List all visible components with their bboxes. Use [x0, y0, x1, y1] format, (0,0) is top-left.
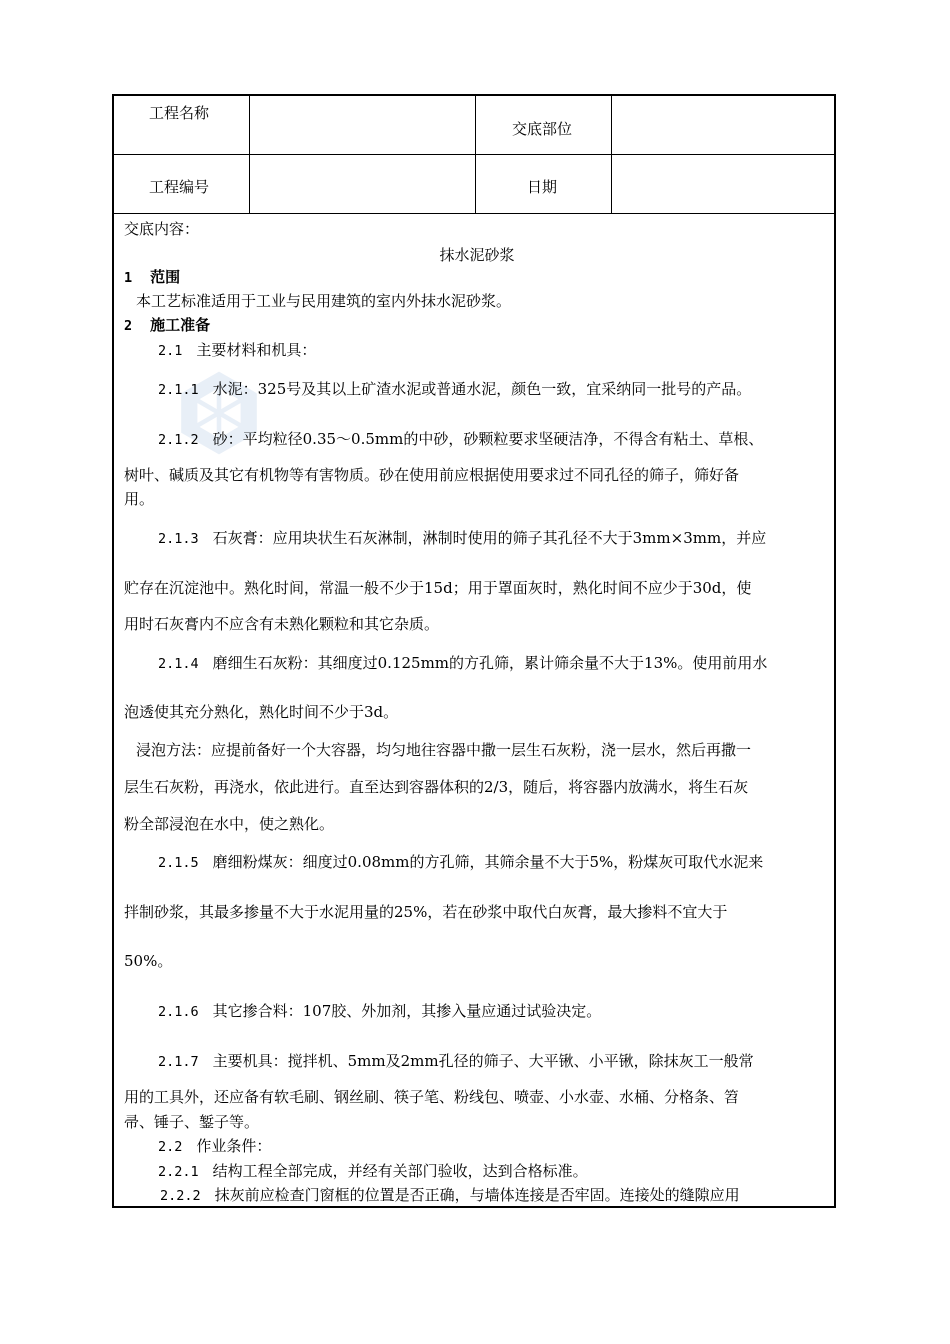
header-table — [114, 96, 834, 214]
paragraph-line: 用时石灰膏内不应含有未熟化颗粒和其它杂质。 — [124, 615, 440, 633]
clause-number: 2.1.7 — [158, 1054, 199, 1070]
clause-number: 2.1.4 — [158, 656, 199, 672]
paragraph-line: 帚、锤子、錾子等。 — [124, 1113, 260, 1131]
intro-label: 交底内容： — [124, 220, 200, 238]
paragraph-line: 用的工具外，还应备有软毛刷、钢丝刷、筷子笔、粉线包、喷壶、小水壶、水桶、分格条、笤 — [124, 1088, 740, 1106]
paragraph-line: 层生石灰粉，再浇水，依此进行。直至达到容器体积的2/3，随后，将容器内放满水，将生石灰 — [124, 778, 749, 796]
paragraph-line: 2.2.2 抹灰前应检查门窗框的位置是否正确，与墙体连接是否牢固。连接处的缝隙应用 — [160, 1186, 740, 1204]
section-heading — [124, 266, 180, 287]
paragraph-line: 拌制砂浆，其最多掺量不大于水泥用量的25%，若在砂浆中取代白灰膏，最大掺料不宜大于 — [124, 903, 728, 921]
divider — [114, 213, 834, 214]
subsection-heading — [158, 339, 316, 360]
paragraph-line: 2.2.1 结构工程全部完成，并经有关部门验收，达到合格标准。 — [158, 1162, 588, 1180]
clause-number: 2.1.3 — [158, 531, 199, 547]
paragraph-line: 2.1.3 石灰膏：应用块状生石灰淋制，淋制时使用的筛子其孔径不大于3mm×3mm，并应 — [158, 529, 767, 547]
paragraph-line: 2.1.6 其它掺合料：107胶、外加剂，其掺入量应通过试验决定。 — [158, 1002, 602, 1020]
paragraph-line: 2.1.2 砂：平均粒径0.35～0.5mm的中砂，砂颗粒要求坚硬洁净，不得含有粘土、草根、 — [158, 430, 764, 448]
paragraph-line: 50%。 — [124, 952, 173, 970]
subsection-heading — [158, 1135, 271, 1156]
paragraph-line: 本工艺标准适用于工业与民用建筑的室内外抹水泥砂浆。 — [136, 292, 512, 310]
clause-number: 2.1.5 — [158, 855, 199, 871]
divider — [114, 154, 834, 155]
paragraph-line: 2.1.7 主要机具：搅拌机、5mm及2mm孔径的筛子、大平锹、小平锹，除抹灰工一般常 — [158, 1052, 754, 1070]
clause-number: 2.1.2 — [158, 432, 199, 448]
section-title: 施工准备 — [150, 316, 211, 334]
section-number: 1 — [124, 270, 133, 286]
paragraph-line: 树叶、碱质及其它有机物等有害物质。砂在使用前应根据使用要求过不同孔径的筛子，筛好备 — [124, 466, 740, 484]
subsection-title: 作业条件： — [196, 1137, 272, 1155]
section-number: 2.2 — [158, 1139, 183, 1155]
paragraph-line: 浸泡方法：应提前备好一个大容器，均匀地往容器中撒一层生石灰粉，浇一层水，然后再撒一 — [136, 741, 752, 759]
clause-number: 2.2.1 — [158, 1164, 199, 1180]
paragraph-line: 2.1.5 磨细粉煤灰：细度过0.08mm的方孔筛，其筛余量不大于5%，粉煤灰可取代水泥来 — [158, 853, 764, 871]
doc-title: 抹水泥砂浆 — [439, 246, 515, 264]
handover-sheet — [112, 94, 836, 1208]
date-label: 日期 — [527, 178, 558, 196]
section-title: 范围 — [150, 268, 181, 286]
paragraph-line: 2.1.1 水泥：325号及其以上矿渣水泥或普通水泥，颜色一致，宜采纳同一批号的产品。 — [158, 380, 752, 398]
paragraph-line: 贮存在沉淀池中。熟化时间，常温一般不少于15d；用于罩面灰时，熟化时间不应少于30d，使 — [124, 579, 752, 597]
handover-part-label: 交底部位 — [512, 120, 573, 138]
section-number: 2.1 — [158, 343, 183, 359]
project-name-label: 工程名称 — [149, 104, 210, 122]
subsection-title: 主要材料和机具： — [196, 341, 317, 359]
clause-number: 2.1.1 — [158, 382, 199, 398]
paragraph-line: 粉全部浸泡在水中，使之熟化。 — [124, 815, 335, 833]
clause-number: 2.1.6 — [158, 1004, 199, 1020]
divider — [475, 96, 476, 214]
clause-number: 2.2.2 — [160, 1188, 201, 1204]
section-heading — [124, 314, 210, 335]
section-number: 2 — [124, 318, 133, 334]
paragraph-line: 用。 — [124, 490, 155, 508]
divider — [611, 96, 612, 214]
project-no-label: 工程编号 — [149, 178, 210, 196]
divider — [249, 96, 250, 214]
paragraph-line: 2.1.4 磨细生石灰粉：其细度过0.125mm的方孔筛，累计筛余量不大于13%。使用前用水 — [158, 654, 768, 672]
paragraph-line: 泡透使其充分熟化，熟化时间不少于3d。 — [124, 703, 399, 721]
